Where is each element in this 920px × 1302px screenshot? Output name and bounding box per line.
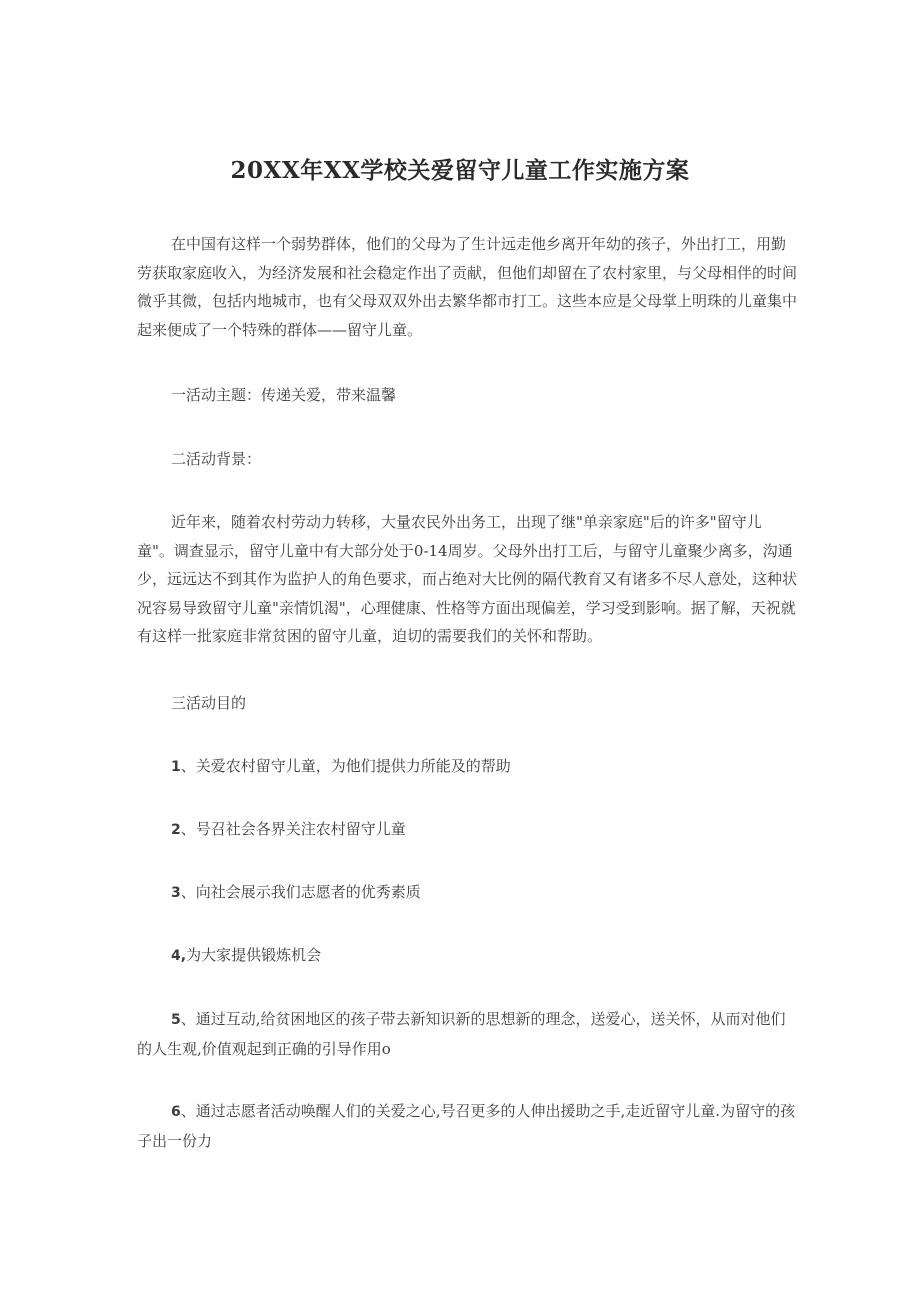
purpose-item-5 <box>137 1005 797 1063</box>
item-number: 2 <box>171 822 181 838</box>
item-text: 向社会展示我们志愿者的优秀素质 <box>195 883 421 901</box>
item-text: 通过互动,给贫困地区的孩子带去新知识新的思想新的理念，送爱心，送关怀，从而对他们的人生观,价值观起到正确的引导作用o <box>137 1010 786 1058</box>
item-number: 3 <box>171 885 181 901</box>
item-number: 5 <box>171 1012 181 1028</box>
item-number: 1 <box>171 759 181 775</box>
item-text: 号召社会各界关注农村留守儿童 <box>195 820 406 838</box>
purpose-item-4 <box>171 941 801 970</box>
item-separator: 、 <box>180 1102 196 1120</box>
item-separator: 、 <box>180 757 196 775</box>
purpose-item-2 <box>171 815 801 844</box>
intro-paragraph: 在中国有这样一个弱势群体，他们的父母为了生计远走他乡离开年幼的孩子，外出打工，用勤劳获取家庭收入，为经济发展和社会稳定作出了贡献，但他们却留在了农村家里，与父母相伴的时间微乎其微，包括内地城市，也有父母双双外出去繁华都市打工。这些本应是父母掌上明珠的儿童集中起来便成了一个特殊的群体——留守儿童。 <box>137 235 798 339</box>
item-number: 6 <box>171 1104 181 1120</box>
item-text: 通过志愿者活动唤醒人们的关爱之心,号召更多的人伸出援助之手,走近留守儿童.为留守的孩子出一份力 <box>137 1102 796 1150</box>
purpose-item-6 <box>137 1097 797 1155</box>
item-text: 为大家提供锻炼机会 <box>186 946 322 964</box>
document-title: 20XX年XX学校关爱留守儿童工作实施方案 <box>230 157 690 184</box>
purpose-item-3 <box>171 878 801 907</box>
purpose-heading: 三活动目的 <box>171 694 247 712</box>
item-number: 4, <box>171 948 187 964</box>
activity-theme: 一活动主题：传递关爱，带来温馨 <box>171 386 397 404</box>
item-separator: 、 <box>180 883 196 901</box>
item-separator: 、 <box>180 1010 196 1028</box>
item-text: 关爱农村留守儿童，为他们提供力所能及的帮助 <box>195 757 511 775</box>
purpose-item-1 <box>171 752 801 781</box>
item-separator: 、 <box>180 820 196 838</box>
background-paragraph: 近年来，随着农村劳动力转移，大量农民外出务工，出现了继"单亲家庭"后的许多"留守儿童"。调查显示，留守儿童中有大部分处于0-14周岁。父母外出打工后，与留守儿童聚少离多，沟通少，远远达不到其作为监护人的角色要求，而占绝对大比例的隔代教育又有诸多不尽人意处，这种状况容易导致留守儿童"亲情饥渴"，心理健康、性格等方面出现偏差，学习受到影响。据了解，天祝就有这样一批家庭非常贫困的留守儿童，迫切的需要我们的关怀和帮助。 <box>137 513 798 645</box>
background-heading: 二活动背景： <box>171 450 262 468</box>
